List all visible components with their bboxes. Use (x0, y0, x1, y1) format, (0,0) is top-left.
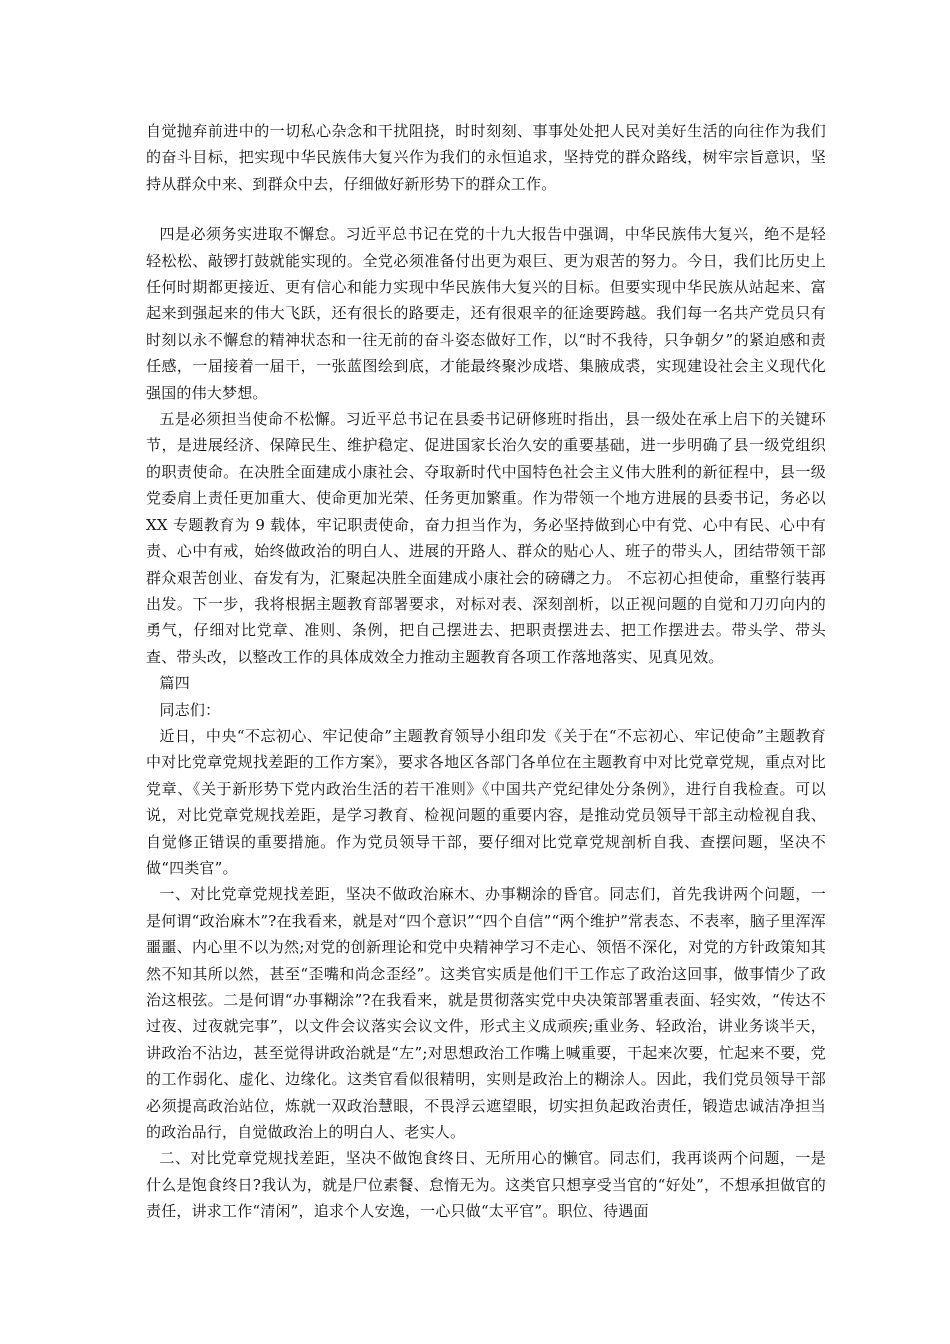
paragraph-3: 五是必须担当使命不松懈。习近平总书记在县委书记研修班时指出，县一级处在承上启下的关键环节，是进展经济、保障民生、维护稳定、促进国家长治久安的重要基础，进一步明确了县一级党组织的职责使命。在决胜全面建成小康社会、夺取新时代中国特色社会主义伟大胜利的新征程中，县一级党委肩上责任更加重大、使命更加光荣、任务更加繁重。作为带领一个地方进展的县委书记，务必以 XX 专题教育为 9 载体，牢记职责使命，奋力担当作为，务必坚持做到心中有党、心中有民、心中有责、心中有戒，始终做政治的明白人、进展的开路人、群众的贴心人、班子的带头人，团结带领干部群众艰苦创业、奋发有为，汇聚起决胜全面建成小康社会的磅礴之力。 不忘初心担使命，重整行装再出发。下一步，我将根据主题教育部署要求，对标对表、深刻剖析，以正视问题的自觉和刀刃向内的勇气，仔细对比党章、准则、条例，把自己摆进去、把职责摆进去、把工作摆进去。带头学、带头查、带头改，以整改工作的具体成效全力推动主题教育各项工作落地落实、见真见效。 (146, 410, 826, 666)
section-heading: 篇四 (159, 674, 190, 693)
paragraph-4: 近日，中央“不忘初心、牢记使命”主题教育领导小组印发《关于在“不忘初心、牢记使命”主题教育中对比党章党规找差距的工作方案》，要求各地区各部门各单位在主题教育中对比党章党规，重点对比党章、《关于新形势下党内政治生活的若干准则》《中国共产党纪律处分条例》，进行自我检查。可以说，对比党章党规找差距，是学习教育、检视问题的重要内容，是推动党员领导干部主动检视自我、自觉修正错误的重要措施。作为党员领导干部，要仔细对比党章党规剖析自我、查摆问题，坚决不做“四类官”。 (146, 726, 826, 877)
document-page (146, 118, 826, 1225)
paragraph-5: 一、对比党章党规找差距，坚决不做政治麻木、办事糊涂的昏官。同志们，首先我讲两个问题，一是何谓“政治麻木”?在我看来，就是对“四个意识”“四个自信”“两个维护”常表态、不表率，脑子里浑浑噩噩、内心里不以为然;对党的创新理论和党中央精神学习不走心、领悟不深化，对党的方针政策知其然不知其所以然，甚至“歪嘴和尚念歪经”。这类官实质是他们干工作忘了政治这回事，做事情少了政治这根弦。二是何谓“办事糊涂”?在我看来，就是贯彻落实党中央决策部署重表面、轻实效，“传达不过夜、过夜就完事”，以文件会议落实会议文件，形式主义成顽疾;重业务、轻政治，讲业务谈半天，讲政治不沾边，甚至觉得讲政治就是“左”;对思想政治工作嘴上喊重要，干起来次要，忙起来不要，党的工作弱化、虚化、边缘化。这类官看似很精明，实则是政治上的糊涂人。因此，我们党员领导干部必须提高政治站位，炼就一双政治慧眼，不畏浮云遮望眼，切实担负起政治责任，锻造忠诚洁净担当的政治品行，自觉做政治上的明白人、老实人。 (146, 885, 826, 1142)
paragraph-1: 自觉抛弃前进中的一切私心杂念和干扰阻挠，时时刻刻、事事处处把人民对美好生活的向往作为我们的奋斗目标，把实现中华民族伟大复兴作为我们的永恒追求，坚持党的群众路线，树牢宗旨意识，坚持从群众中来、到群众中去，仔细做好新形势下的群众工作。 (146, 122, 826, 193)
paragraph-gap (146, 197, 826, 221)
paragraph-6: 二、对比党章党规找差距，坚决不做饱食终日、无所用心的懒官。同志们，我再谈两个问题，一是什么是饱食终日?我认为，就是尸位素餐、怠惰无为。这类官只想享受当官的“好处”，不想承担做官的责任，讲求工作“清闲”，追求个人安逸，一心只做“太平官”。职位、待遇面 (146, 1149, 826, 1221)
paragraph-2: 四是必须务实进取不懈怠。习近平总书记在党的十九大报告中强调，中华民族伟大复兴，绝不是轻轻松松、敲锣打鼓就能实现的。全党必须准备付出更为艰巨、更为艰苦的努力。今日，我们比历史上任何时期都更接近、更有信心和能力实现中华民族伟大复兴的目标。但要实现中华民族从站起来、富起来到强起来的伟大飞跃，还有很长的路要走，还有很艰辛的征途要跨越。我们每一名共产党员只有时刻以永不懈怠的精神状态和一往无前的奋斗姿态做好工作，以“时不我待，只争朝夕”的紧迫感和责任感，一届接着一届干，一张蓝图绘到底，才能最终聚沙成塔、集腋成裘，实现建设社会主义现代化强国的伟大梦想。 (146, 225, 826, 402)
salutation: 同志们： (159, 700, 221, 719)
